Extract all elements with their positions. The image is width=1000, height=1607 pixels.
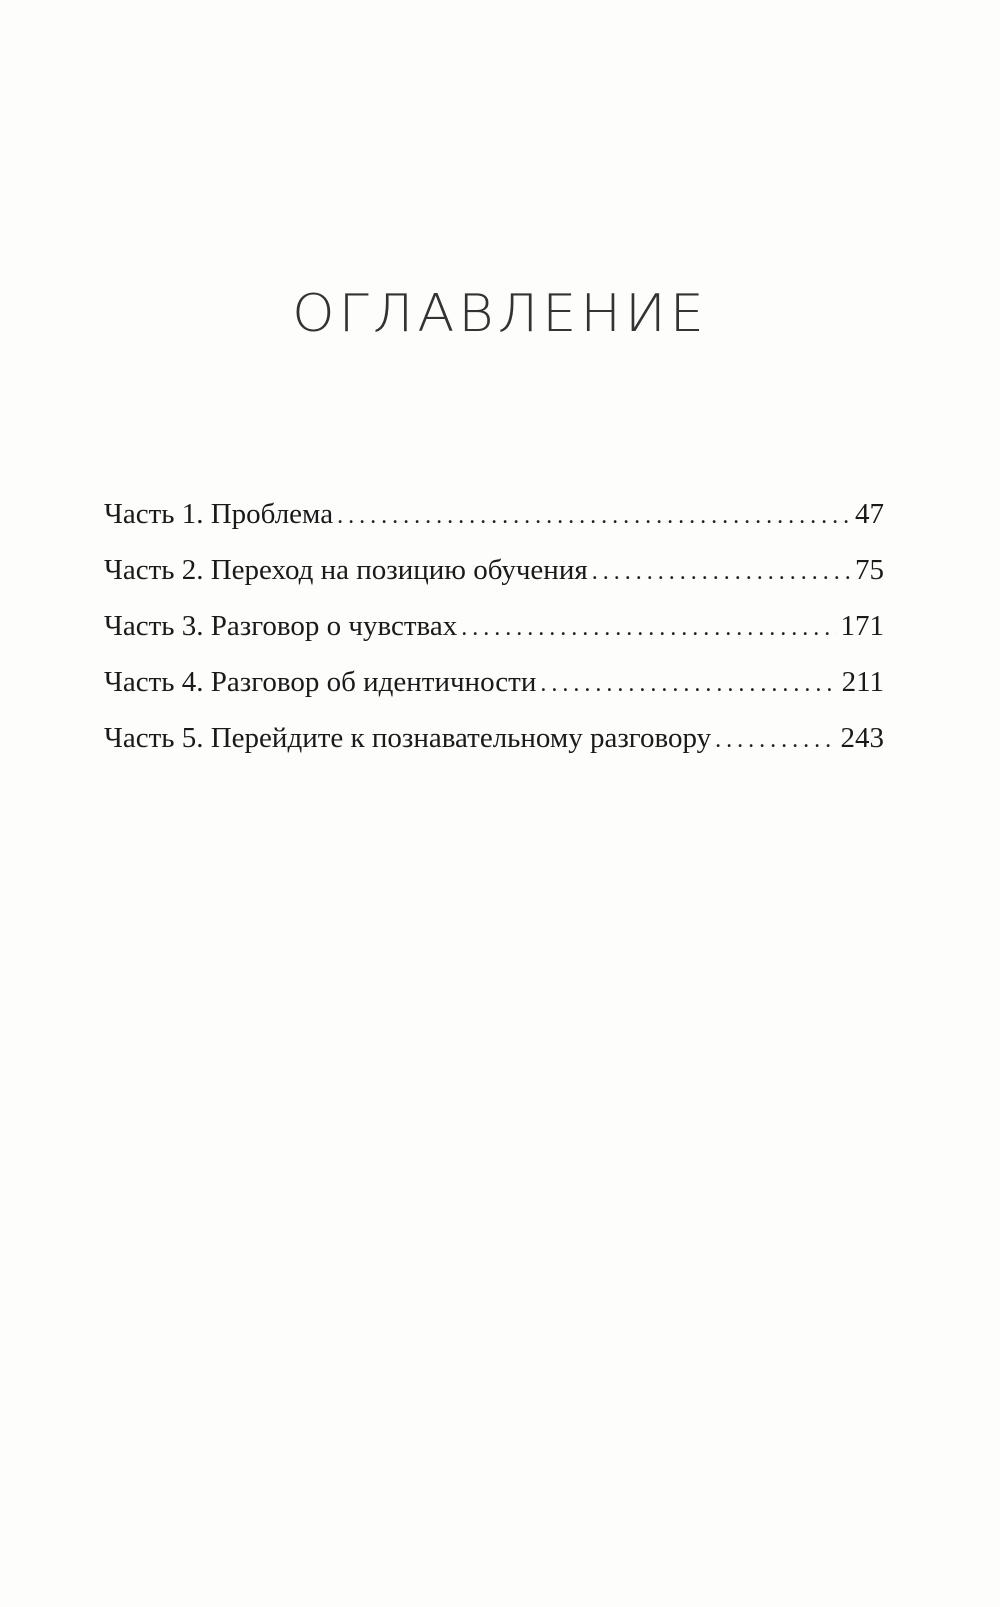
toc-entry-label: Часть 4. Разговор об идентичности xyxy=(104,666,537,698)
toc-entry xyxy=(104,610,884,666)
toc-entry-label: Часть 1. Проблема xyxy=(104,498,334,530)
dot-leader xyxy=(337,503,851,530)
toc-entry-page: 75 xyxy=(855,554,884,586)
toc-entry xyxy=(104,554,884,610)
toc-entry-page: 211 xyxy=(841,666,884,698)
dot-leader xyxy=(461,615,836,642)
table-of-contents xyxy=(104,498,884,778)
dot-leader xyxy=(540,671,837,698)
dot-leader xyxy=(592,559,851,586)
dot-leader xyxy=(715,727,836,754)
toc-entry-page: 243 xyxy=(840,722,884,754)
toc-entry-page: 47 xyxy=(855,498,884,530)
toc-entry xyxy=(104,666,884,722)
page-title: ОГЛАВЛЕНИЕ xyxy=(292,283,708,344)
toc-entry xyxy=(104,498,884,554)
toc-entry-label: Часть 3. Разговор о чувствах xyxy=(104,610,458,642)
toc-entry-label: Часть 5. Перейдите к познавательному разговору xyxy=(104,722,712,754)
toc-entry-label: Часть 2. Переход на позицию обучения xyxy=(104,554,588,586)
toc-entry xyxy=(104,722,884,778)
toc-entry-page: 171 xyxy=(840,610,884,642)
